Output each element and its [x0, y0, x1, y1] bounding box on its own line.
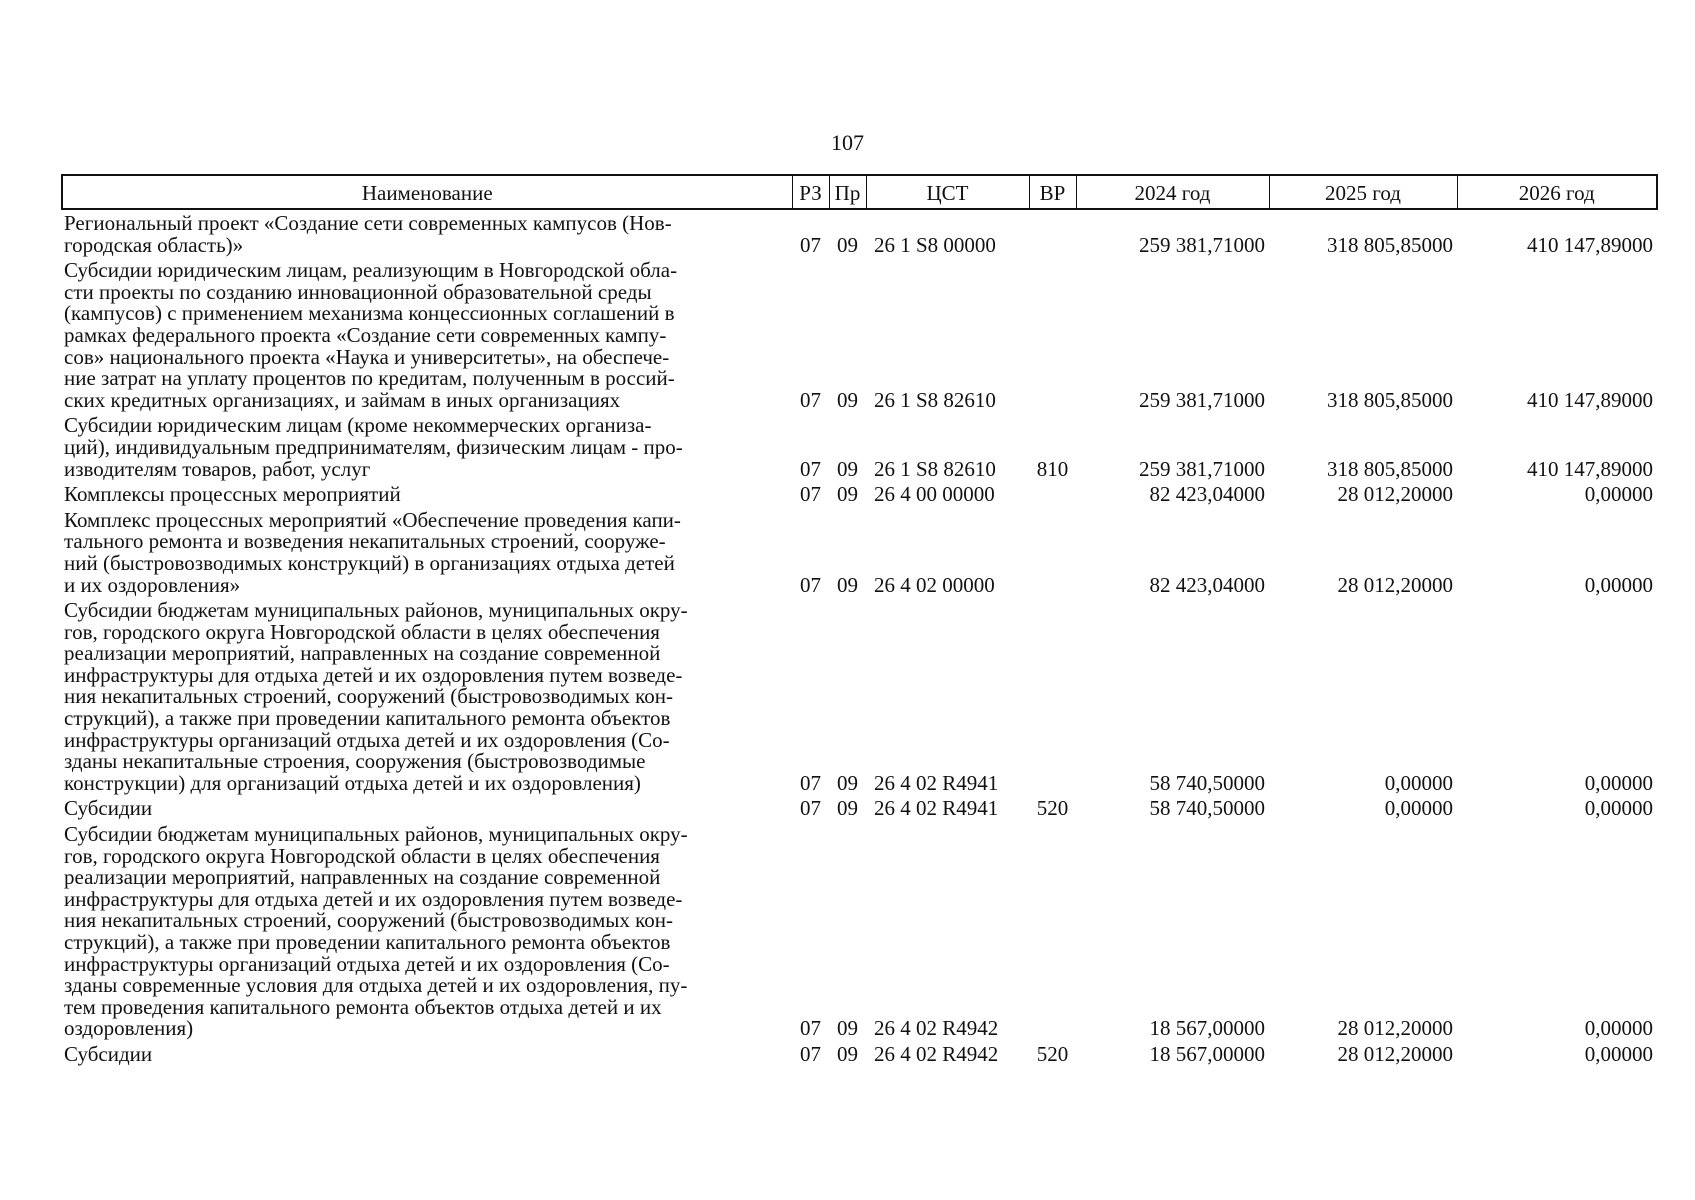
row-pr: 09	[837, 1016, 858, 1041]
row-name	[62, 597, 792, 795]
table-row	[62, 209, 1657, 257]
row-value-2026: 0,00000	[1584, 1016, 1653, 1041]
row-value-2024: 82 423,04000	[1149, 482, 1265, 507]
row-name-line: ние затрат на уплату процентов по кредитам, полученным в россий-	[64, 366, 675, 391]
row-value-2024: 18 567,00000	[1149, 1041, 1265, 1066]
row-name	[62, 507, 792, 597]
row-name-line: тем проведения капитального ремонта объектов отдыха детей и их	[64, 994, 662, 1019]
row-pr: 09	[837, 232, 858, 257]
row-cst: 26 4 02 R4942	[874, 1041, 999, 1066]
col-header-2025: 2025 год	[1269, 175, 1457, 209]
col-header-name: Наименование	[62, 175, 792, 209]
row-value-2025: 0,00000	[1384, 770, 1453, 795]
row-name-line: зданы современные условия для отдыха детей и их оздоровления, пу-	[64, 973, 688, 998]
col-header-2024: 2024 год	[1076, 175, 1269, 209]
col-header-pr: Пр	[829, 175, 866, 209]
row-name-line: Субсидии юридическим лицам, реализующим в Новгородской обла-	[64, 258, 678, 283]
row-name-line: инфраструктуры организаций отдыха детей и их оздоровления (Со-	[64, 727, 670, 752]
row-name-line: городская область)»	[64, 232, 244, 257]
row-value-2024: 259 381,71000	[1139, 456, 1265, 481]
row-cst: 26 4 02 R4941	[874, 796, 999, 821]
row-pr: 09	[837, 482, 858, 507]
row-cst: 26 1 S8 82610	[874, 456, 996, 481]
row-name-line: инфраструктуры организаций отдыха детей и их оздоровления (Со-	[64, 951, 670, 976]
table-row	[62, 257, 1657, 412]
row-name-line: Комплексы процессных мероприятий	[64, 482, 401, 507]
row-value-2024: 58 740,50000	[1149, 770, 1265, 795]
row-rz: 07	[800, 770, 821, 795]
row-name-line: конструкции) для организаций отдыха детей и их оздоровления)	[64, 770, 641, 795]
row-name	[62, 481, 792, 507]
row-vr	[1029, 257, 1076, 412]
row-name-line: ских кредитных организациях, и займам в иных организациях	[64, 387, 621, 412]
row-cst: 26 4 02 00000	[874, 572, 995, 597]
row-cst: 26 4 02 R4941	[874, 770, 999, 795]
row-name-line: Субсидии	[64, 1041, 153, 1066]
row-value-2025: 318 805,85000	[1327, 387, 1453, 412]
row-value-2024: 259 381,71000	[1139, 232, 1265, 257]
row-rz: 07	[800, 1041, 821, 1066]
row-vr	[1029, 481, 1076, 507]
row-rz: 07	[800, 232, 821, 257]
row-value-2025: 28 012,20000	[1337, 482, 1453, 507]
row-value-2026: 410 147,89000	[1527, 456, 1653, 481]
col-header-cst: ЦСТ	[866, 175, 1029, 209]
row-rz: 07	[800, 796, 821, 821]
row-name-line: сти проекты по созданию инновационной образовательной среды	[64, 279, 652, 304]
row-name-line: сов» национального проекта «Наука и университеты», на обеспече-	[64, 344, 670, 369]
row-name	[62, 412, 792, 481]
row-value-2025: 28 012,20000	[1337, 1016, 1453, 1041]
row-name	[62, 821, 792, 1041]
row-value-2024: 259 381,71000	[1139, 387, 1265, 412]
row-value-2025: 28 012,20000	[1337, 1041, 1453, 1066]
table-row	[62, 795, 1657, 821]
table-row	[62, 1041, 1657, 1067]
col-header-vr: ВР	[1029, 175, 1076, 209]
table-header-row	[62, 175, 1657, 209]
row-name-line: Субсидии бюджетам муниципальных районов, муниципальных окру-	[64, 822, 688, 847]
row-pr: 09	[837, 796, 858, 821]
row-value-2026: 0,00000	[1584, 572, 1653, 597]
row-value-2026: 0,00000	[1584, 1041, 1653, 1066]
row-name-line: гов, городского округа Новгородской области в целях обеспечения	[64, 619, 660, 644]
row-name-line: Комплекс процессных мероприятий «Обеспечение проведения капи-	[64, 507, 681, 532]
row-rz: 07	[800, 482, 821, 507]
row-name-line: реализации мероприятий, направленных на создание современной	[64, 641, 661, 666]
row-name-line: инфраструктуры для отдыха детей и их оздоровления путем возведе-	[64, 662, 683, 687]
page-number: 107	[831, 130, 864, 155]
row-value-2026: 410 147,89000	[1527, 387, 1653, 412]
row-name	[62, 1041, 792, 1067]
row-name	[62, 209, 792, 257]
row-value-2025: 0,00000	[1384, 796, 1453, 821]
row-value-2025: 318 805,85000	[1327, 232, 1453, 257]
budget-table	[61, 174, 1658, 1067]
row-name-line: изводителям товаров, работ, услуг	[64, 456, 371, 481]
row-name-line: оздоровления)	[64, 1016, 194, 1041]
row-vr	[1029, 209, 1076, 257]
row-value-2026: 0,00000	[1584, 770, 1653, 795]
row-cst: 26 1 S8 82610	[874, 387, 996, 412]
row-name-line: струкций), а также при проведении капитального ремонта объектов	[64, 706, 671, 731]
row-name-line: ций), индивидуальным предпринимателям, физическим лицам - про-	[64, 434, 683, 459]
row-name-line: рамках федерального проекта «Создание сети современных кампу-	[64, 322, 667, 347]
row-value-2026: 0,00000	[1584, 796, 1653, 821]
row-name-line: Региональный проект «Создание сети современных кампусов (Нов-	[64, 211, 672, 235]
row-value-2024: 58 740,50000	[1149, 796, 1265, 821]
row-pr: 09	[837, 572, 858, 597]
row-name-line: (кампусов) с применением механизма концессионных соглашений в	[64, 301, 675, 326]
row-cst: 26 1 S8 00000	[874, 232, 996, 257]
row-cst: 26 4 02 R4942	[874, 1016, 999, 1041]
table-row	[62, 481, 1657, 507]
row-name-line: Субсидии бюджетам муниципальных районов, муниципальных окру-	[64, 598, 688, 623]
row-pr: 09	[837, 770, 858, 795]
row-value-2024: 82 423,04000	[1149, 572, 1265, 597]
row-name-line: ний (быстровозводимых конструкций) в организациях отдыха детей	[64, 550, 675, 575]
row-vr: 810	[1036, 456, 1069, 481]
table-row	[62, 507, 1657, 597]
col-header-2026: 2026 год	[1457, 175, 1657, 209]
row-name-line: струкций), а также при проведении капитального ремонта объектов	[64, 930, 671, 954]
row-name-line: реализации мероприятий, направленных на создание современной	[64, 865, 661, 890]
row-cst: 26 4 00 00000	[874, 482, 995, 507]
row-rz: 07	[800, 387, 821, 412]
row-rz: 07	[800, 1016, 821, 1041]
row-name	[62, 795, 792, 821]
row-value-2026: 410 147,89000	[1527, 232, 1653, 257]
row-value-2026: 0,00000	[1584, 482, 1653, 507]
row-name-line: инфраструктуры для отдыха детей и их оздоровления путем возведе-	[64, 886, 683, 911]
col-header-rz: РЗ	[792, 175, 829, 209]
row-rz: 07	[800, 456, 821, 481]
table-row	[62, 412, 1657, 481]
row-vr: 520	[1036, 1041, 1069, 1066]
row-pr: 09	[837, 1041, 858, 1066]
row-name-line: ния некапитальных строений, сооружений (быстровозводимых кон-	[64, 908, 673, 933]
table-row	[62, 821, 1657, 1041]
row-vr: 520	[1036, 796, 1069, 821]
table-body	[62, 209, 1657, 1067]
row-name-line: и их оздоровления»	[64, 572, 241, 597]
row-pr: 09	[837, 387, 858, 412]
row-rz: 07	[800, 572, 821, 597]
row-name-line: ния некапитальных строений, сооружений (быстровозводимых кон-	[64, 684, 673, 709]
row-vr	[1029, 597, 1076, 795]
row-value-2024: 18 567,00000	[1149, 1016, 1265, 1041]
row-value-2025: 318 805,85000	[1327, 456, 1453, 481]
row-pr: 09	[837, 456, 858, 481]
row-name-line: зданы некапитальные строения, сооружения (быстровозводимые	[64, 749, 646, 774]
row-name-line: Субсидии	[64, 796, 153, 821]
row-name-line: гов, городского округа Новгородской области в целях обеспечения	[64, 843, 660, 868]
row-name-line: Субсидии юридическим лицам (кроме некоммерческих организа-	[64, 413, 652, 438]
table-row	[62, 597, 1657, 795]
row-vr	[1029, 821, 1076, 1041]
row-vr	[1029, 507, 1076, 597]
row-name	[62, 257, 792, 412]
row-value-2025: 28 012,20000	[1337, 572, 1453, 597]
row-name-line: тального ремонта и возведения некапитальных строений, сооруже-	[64, 529, 666, 554]
